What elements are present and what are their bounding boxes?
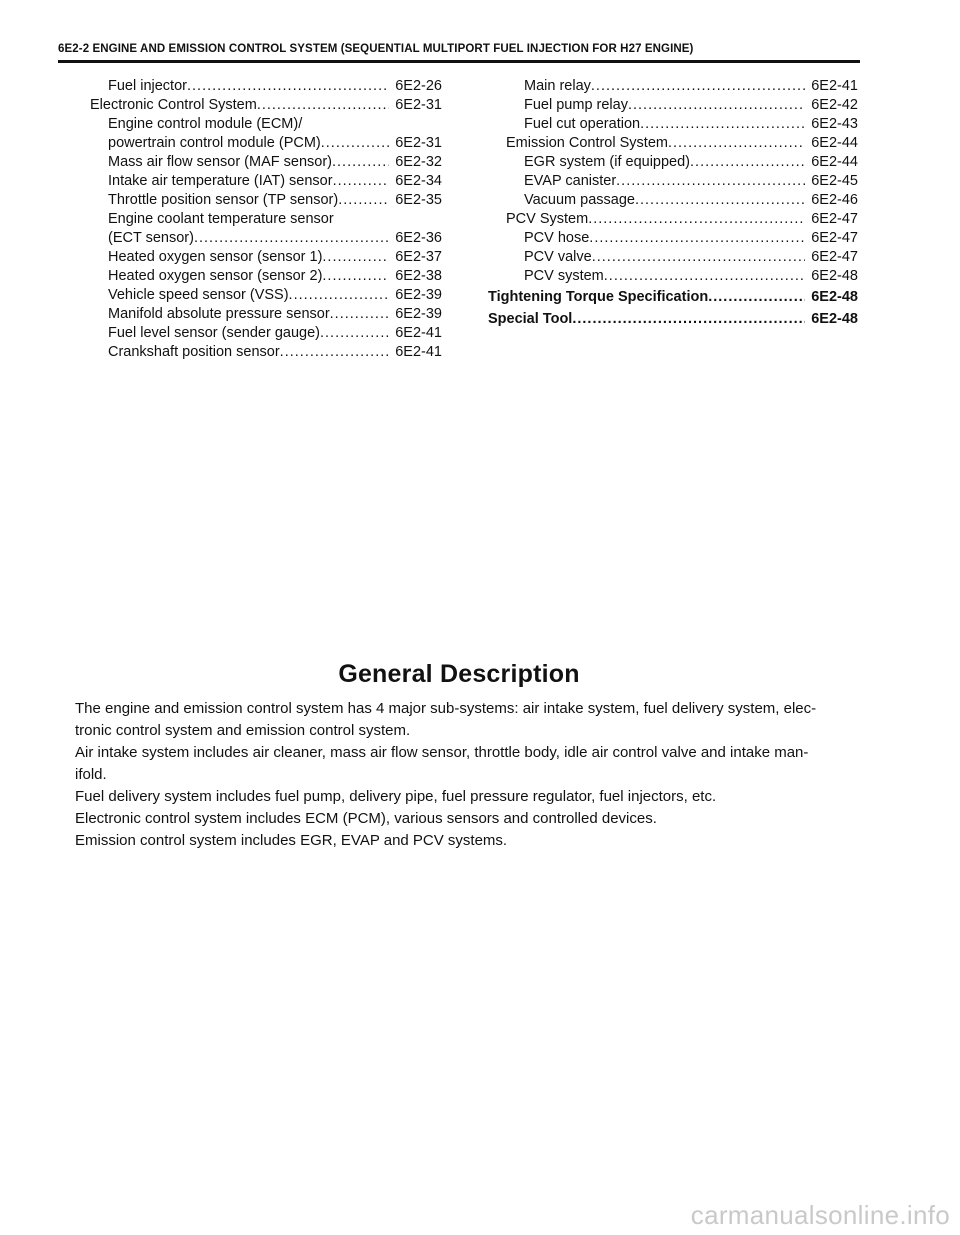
toc-entry-label: Special Tool [488, 311, 573, 327]
toc-entry-label: Heated oxygen sensor (sensor 1) [108, 249, 323, 265]
toc-leader-dots [616, 172, 805, 191]
toc-leader-dots [592, 248, 806, 267]
toc-entry-page: 6E2-46 [811, 192, 858, 208]
toc-entry-page: 6E2-41 [395, 325, 442, 341]
toc-entry-label: Electronic Control System [90, 97, 257, 113]
toc-leader-dots [333, 172, 390, 191]
toc-entry-page: 6E2-47 [811, 249, 858, 265]
toc-entry-label: Engine coolant temperature sensor [108, 211, 334, 227]
toc-entry-page: 6E2-41 [395, 344, 442, 360]
toc-entry-page: 6E2-47 [811, 230, 858, 246]
toc-leader-dots [591, 77, 805, 96]
toc-entry[interactable] [488, 229, 858, 248]
toc-entry-label: Fuel level sensor (sender gauge) [108, 325, 320, 341]
body-line: Fuel delivery system includes fuel pump, delivery pipe, fuel pressure regulator, fuel injectors, etc. [75, 788, 717, 805]
section-title: General Description [338, 660, 580, 688]
toc-entry[interactable] [488, 248, 858, 267]
toc-entry[interactable] [72, 210, 442, 229]
toc-entry-page: 6E2-43 [811, 116, 858, 132]
toc-leader-dots [257, 96, 389, 115]
toc-entry[interactable] [488, 153, 858, 172]
body-line: The engine and emission control system has 4 major sub-systems: air intake system, fuel delivery system, elec- [75, 700, 817, 717]
toc-leader-dots [635, 191, 805, 210]
toc-entry[interactable] [72, 305, 442, 324]
toc-entry-label: Throttle position sensor (TP sensor) [108, 192, 339, 208]
toc-leader-dots [330, 305, 390, 324]
toc-leader-dots [321, 134, 389, 153]
section-body [75, 698, 860, 852]
toc-entry-label: PCV System [506, 211, 589, 227]
body-line: Air intake system includes air cleaner, mass air flow sensor, throttle body, idle air control valve and intake man- [75, 744, 809, 761]
toc-entry-page: 6E2-39 [395, 306, 442, 322]
toc-entry[interactable] [488, 134, 858, 153]
toc-entry-label: Main relay [524, 78, 591, 94]
toc-entry-page: 6E2-36 [395, 230, 442, 246]
toc-entry-page: 6E2-48 [811, 268, 858, 284]
toc-entry-page: 6E2-37 [395, 249, 442, 265]
toc-entry-major[interactable] [488, 309, 858, 330]
toc-entry-label: Vehicle speed sensor (VSS) [108, 287, 289, 303]
toc-entry-label: Mass air flow sensor (MAF sensor) [108, 154, 332, 170]
toc-entry[interactable] [72, 191, 442, 210]
toc-right-column [488, 77, 858, 330]
toc-entry-label: EGR system (if equipped) [524, 154, 691, 170]
toc-entry[interactable] [488, 96, 858, 115]
toc-entry-page: 6E2-31 [395, 97, 442, 113]
toc-entry-label: Emission Control System [506, 135, 668, 151]
toc-entry-page: 6E2-41 [811, 78, 858, 94]
toc-leader-dots [320, 324, 389, 343]
toc-entry-page: 6E2-48 [811, 311, 858, 327]
toc-entry-label: Fuel cut operation [524, 116, 641, 132]
toc-entry[interactable] [488, 210, 858, 229]
toc-entry-page: 6E2-38 [395, 268, 442, 284]
page-header-title: 6E2-2 ENGINE AND EMISSION CONTROL SYSTEM (SEQUENTIAL MULTIPORT FUEL INJECTION FOR H27 ENGINE) [58, 43, 694, 55]
toc-entry[interactable] [72, 115, 442, 134]
toc-entry-label: powertrain control module (PCM) [108, 135, 321, 151]
toc-entry[interactable] [72, 153, 442, 172]
toc-entry-label: (ECT sensor) [108, 230, 194, 246]
toc-leader-dots [332, 153, 389, 172]
toc-entry[interactable] [72, 248, 442, 267]
toc-entry-label: PCV hose [524, 230, 590, 246]
toc-entry[interactable] [72, 286, 442, 305]
body-line: tronic control system and emission control system. [75, 722, 411, 739]
toc-entry-page: 6E2-32 [395, 154, 442, 170]
toc-entry[interactable] [72, 324, 442, 343]
toc-entry[interactable] [488, 267, 858, 286]
toc-entry[interactable] [72, 96, 442, 115]
toc-entry-page: 6E2-44 [811, 154, 858, 170]
toc-leader-dots [572, 309, 805, 330]
toc-entry-label: Vacuum passage [524, 192, 635, 208]
toc-entry[interactable] [72, 229, 442, 248]
toc-entry[interactable] [72, 172, 442, 191]
toc-entry-page: 6E2-45 [811, 173, 858, 189]
toc-entry[interactable] [488, 191, 858, 210]
toc-entry-label: Crankshaft position sensor [108, 344, 280, 360]
toc-entry[interactable] [488, 115, 858, 134]
toc-entry-page: 6E2-39 [395, 287, 442, 303]
toc-entry[interactable] [488, 172, 858, 191]
toc-entry-page: 6E2-44 [811, 135, 858, 151]
toc-leader-dots [640, 115, 805, 134]
toc-leader-dots [322, 248, 389, 267]
toc-entry-label: Heated oxygen sensor (sensor 2) [108, 268, 323, 284]
toc-leader-dots [187, 77, 389, 96]
toc-entry-page: 6E2-48 [811, 289, 858, 305]
toc-leader-dots [280, 343, 390, 362]
toc-leader-dots [690, 153, 805, 172]
toc-entry-page: 6E2-26 [395, 78, 442, 94]
body-line: Electronic control system includes ECM (PCM), various sensors and controlled devices. [75, 810, 657, 827]
toc-entry-page: 6E2-47 [811, 211, 858, 227]
toc-entry-label: EVAP canister [524, 173, 617, 189]
toc-entry[interactable] [72, 134, 442, 153]
toc-entry-label: Fuel injector [108, 78, 187, 94]
body-line: ifold. [75, 766, 107, 783]
toc-leader-dots [588, 210, 805, 229]
toc-entry-label: Tightening Torque Specification [488, 289, 709, 305]
toc-leader-dots [194, 229, 389, 248]
toc-entry-label: Engine control module (ECM)/ [108, 116, 303, 132]
toc-leader-dots [322, 267, 389, 286]
toc-entry-label: PCV valve [524, 249, 592, 265]
watermark: carmanualsonline.info [690, 1200, 950, 1230]
toc-leader-dots [708, 287, 805, 308]
toc-leader-dots [668, 134, 805, 153]
toc-entry-page: 6E2-35 [395, 192, 442, 208]
toc-leader-dots [289, 286, 390, 305]
toc-entry-page: 6E2-31 [395, 135, 442, 151]
toc-leader-dots [589, 229, 805, 248]
toc-entry-label: Manifold absolute pressure sensor [108, 306, 330, 322]
toc-entry-label: PCV system [524, 268, 604, 284]
toc-leader-dots [628, 96, 805, 115]
toc-leader-dots [604, 267, 805, 286]
toc-left-column [72, 77, 442, 362]
toc-entry[interactable] [488, 77, 858, 96]
toc-entry-label: Fuel pump relay [524, 97, 628, 113]
toc-entry-major[interactable] [488, 287, 858, 308]
toc-entry-label: Intake air temperature (IAT) sensor [108, 173, 333, 189]
toc-entry[interactable] [72, 343, 442, 362]
toc-leader-dots [338, 191, 389, 210]
toc-entry[interactable] [72, 77, 442, 96]
toc-entry-page: 6E2-34 [395, 173, 442, 189]
body-line: Emission control system includes EGR, EVAP and PCV systems. [75, 832, 508, 849]
toc-entry-page: 6E2-42 [811, 97, 858, 113]
page-header [58, 41, 860, 63]
toc-entry[interactable] [72, 267, 442, 286]
